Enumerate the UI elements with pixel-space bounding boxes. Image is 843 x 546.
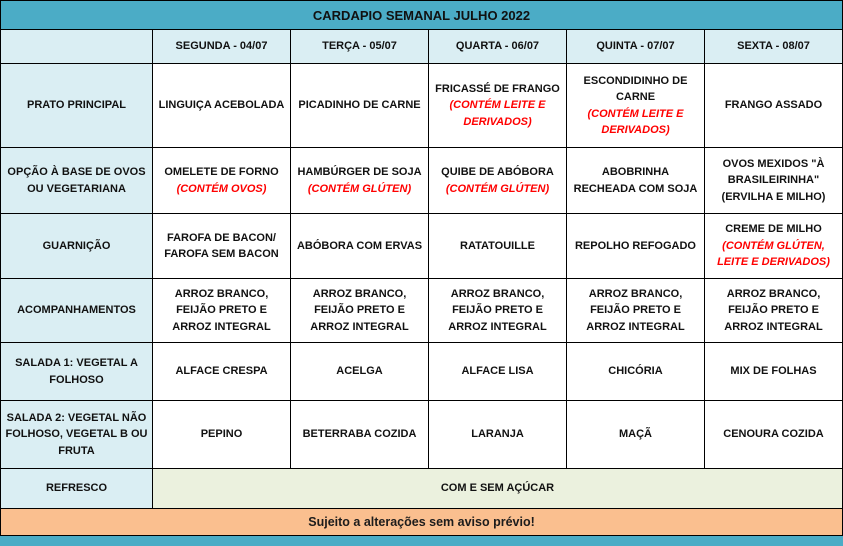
dish-text: LINGUIÇA ACEBOLADA [158,99,285,112]
menu-cell [566,213,704,278]
dish-text: QUIBE DE ABÓBORA [441,166,554,178]
allergen-note: (CONTÉM GLÚTEN, LEITE E DERIVADOS) [717,239,830,269]
menu-cell [428,400,566,468]
menu-cell [152,63,290,147]
table-row-salada-2 [1,400,842,468]
header-corner-cell [1,30,152,63]
row-label: SALADA 1: VEGETAL A FOLHOSO [1,342,152,400]
row-label: ACOMPANHAMENTOS [1,278,152,342]
menu-cell [152,213,290,278]
dish-text: ARROZ BRANCO, FEIJÃO PRETO E ARROZ INTEGRAL [586,287,685,333]
column-header-tuesday: TERÇA - 05/07 [290,30,428,63]
dish-text: RATATOUILLE [460,239,535,252]
dish-text: ALFACE LISA [461,365,534,378]
menu-cell [428,213,566,278]
menu-cell [290,342,428,400]
table-row-acompanhamentos [1,278,842,342]
row-label: PRATO PRINCIPAL [1,63,152,147]
dish-text: OMELETE DE FORNO [164,166,279,178]
menu-cell [290,213,428,278]
allergen-note: (CONTÉM LEITE E DERIVADOS) [449,99,546,128]
page-title: CARDAPIO SEMANAL JULHO 2022 [1,1,842,30]
dish-text: PICADINHO DE CARNE [298,99,421,112]
menu-cell [428,342,566,400]
allergen-note: (CONTÉM OVOS) [176,182,267,195]
menu-cell [428,278,566,342]
dish-text: ALFACE CRESPA [175,365,268,378]
dish-text: REPOLHO REFOGADO [574,239,696,252]
dish-text: BETERRABA COZIDA [302,428,417,441]
menu-cell [566,400,704,468]
dish-text: ARROZ BRANCO, FEIJÃO PRETO E ARROZ INTEGRAL [172,287,271,333]
menu-cell [566,147,704,213]
allergen-note: (CONTÉM GLÚTEN) [445,182,550,195]
menu-cell [152,400,290,468]
dish-text: CHICÓRIA [608,365,663,378]
menu-cell [704,278,842,342]
menu-cell [428,63,566,147]
menu-cell [566,63,704,147]
dish-text: FAROFA DE BACON/ FAROFA SEM BACON [164,231,279,260]
menu-cell [290,278,428,342]
dish-text: LARANJA [471,428,524,441]
menu-cell [566,342,704,400]
dish-text: HAMBÚRGER DE SOJA [297,166,422,178]
menu-cell [566,278,704,342]
menu-cell [428,147,566,213]
menu-cell [704,147,842,213]
menu-cell [704,400,842,468]
menu-cell [152,147,290,213]
menu-cell [704,63,842,147]
dish-text: FRANGO ASSADO [724,99,823,112]
dish-text: OVOS MEXIDOS "À BRASILEIRINHA" (ERVILHA E MILHO) [721,157,826,203]
dish-text: CENOURA COZIDA [723,428,824,441]
menu-cell [152,278,290,342]
menu-cell [704,342,842,400]
dish-text: PEPINO [200,428,243,441]
dish-text: ESCONDIDINHO DE CARNE [583,74,688,103]
row-label: SALADA 2: VEGETAL NÃO FOLHOSO, VEGETAL B OU FRUTA [1,400,152,468]
dish-text: MIX DE FOLHAS [730,365,817,378]
disclaimer-banner: Sujeito a alterações sem aviso prévio! [1,508,842,535]
allergen-note: (CONTÉM LEITE E DERIVADOS) [587,107,684,136]
menu-cell [152,342,290,400]
dish-text: CREME DE MILHO [725,223,822,236]
dish-text: ARROZ BRANCO, FEIJÃO PRETO E ARROZ INTEGRAL [724,287,823,333]
menu-cell [290,63,428,147]
row-label: GUARNIÇÃO [1,213,152,278]
menu-cell [290,400,428,468]
dish-text: ABÓBORA COM ERVAS [296,239,423,252]
table-row-opcao-ovos-vegetariana [1,147,842,213]
dish-text: ARROZ BRANCO, FEIJÃO PRETO E ARROZ INTEGRAL [448,287,547,333]
column-header-friday: SEXTA - 08/07 [704,30,842,63]
bottom-accent-bar [0,536,843,546]
menu-cell [704,213,842,278]
column-header-thursday: QUINTA - 07/07 [566,30,704,63]
row-label: OPÇÃO À BASE DE OVOS OU VEGETARIANA [1,147,152,213]
header-row [1,30,842,63]
table-row-salada-1 [1,342,842,400]
table-row-prato-principal [1,63,842,147]
table-row-refresco [1,468,842,508]
table-row-guarnicao [1,213,842,278]
dish-text: MAÇÃ [619,428,652,441]
dish-text: ACELGA [336,365,383,378]
dish-text: FRICASSÉ DE FRANGO [435,82,560,95]
refresco-merged-cell: COM E SEM AÇÚCAR [152,468,842,508]
column-header-wednesday: QUARTA - 06/07 [428,30,566,63]
menu-cell [290,147,428,213]
dish-text: ABOBRINHA RECHEADA COM SOJA [573,166,698,195]
dish-text: ARROZ BRANCO, FEIJÃO PRETO E ARROZ INTEGRAL [310,287,409,333]
column-header-monday: SEGUNDA - 04/07 [152,30,290,63]
allergen-note: (CONTÉM GLÚTEN) [307,182,412,195]
row-label: REFRESCO [1,468,152,508]
